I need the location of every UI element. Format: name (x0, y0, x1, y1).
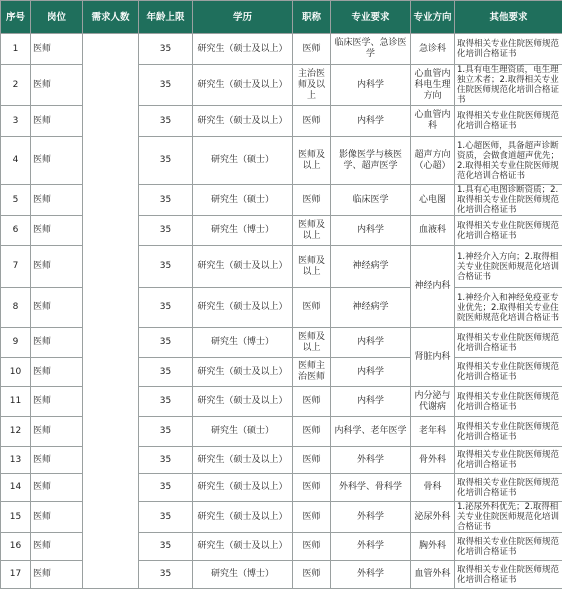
cell-post: 医师 (31, 34, 83, 65)
cell-age: 35 (139, 65, 193, 106)
cell-post: 医师 (31, 246, 83, 288)
cell-post: 医师 (31, 387, 83, 417)
cell-no: 13 (1, 447, 31, 474)
cell-other: 取得相关专业住院医师规范化培训合格证书 (455, 417, 562, 447)
cell-other: 取得相关专业住院医师规范化培训合格证书 (455, 561, 562, 589)
cell-count-merged (83, 34, 139, 589)
cell-other: 取得相关专业住院医师规范化培训合格证书 (455, 106, 562, 137)
cell-title: 医师 (293, 561, 331, 589)
cell-no: 9 (1, 328, 31, 358)
cell-no: 11 (1, 387, 31, 417)
cell-education: 研究生（博士） (193, 561, 293, 589)
cell-no: 3 (1, 106, 31, 137)
cell-other: 取得相关专业住院医师规范化培训合格证书 (455, 387, 562, 417)
cell-major: 内科学 (331, 216, 411, 246)
cell-post: 医师 (31, 216, 83, 246)
cell-major: 内科学 (331, 106, 411, 137)
cell-other: 1.心超医师，具备超声诊断资质，会做食道超声优先；2.取得相关专业住院医师规范化培训合格证书 (455, 137, 562, 185)
cell-direction: 胸外科 (411, 533, 455, 561)
cell-education: 研究生（硕士及以上） (193, 358, 293, 387)
cell-direction: 心血管内科 (411, 106, 455, 137)
cell-other: 取得相关专业住院医师规范化培训合格证书 (455, 533, 562, 561)
cell-direction: 血管外科 (411, 561, 455, 589)
cell-major: 外科学 (331, 561, 411, 589)
table-row (1, 34, 562, 65)
header-age: 年龄上限 (139, 1, 193, 34)
cell-direction: 泌尿外科 (411, 502, 455, 533)
cell-major: 外科学 (331, 502, 411, 533)
cell-age: 35 (139, 106, 193, 137)
cell-post: 医师 (31, 474, 83, 502)
cell-other: 取得相关专业住院医师规范化培训合格证书 (455, 447, 562, 474)
cell-other: 1.神经介入和神经免疫亚专业优先；2.取得相关专业住院医师规范化培训合格证书 (455, 288, 562, 328)
cell-education: 研究生（硕士及以上） (193, 246, 293, 288)
cell-age: 35 (139, 474, 193, 502)
cell-no: 16 (1, 533, 31, 561)
cell-major: 内科学、老年医学 (331, 417, 411, 447)
header-title: 职称 (293, 1, 331, 34)
cell-no: 7 (1, 246, 31, 288)
cell-education: 研究生（硕士及以上） (193, 447, 293, 474)
cell-education: 研究生（博士） (193, 216, 293, 246)
cell-education: 研究生（硕士及以上） (193, 34, 293, 65)
header-other: 其他要求 (455, 1, 562, 34)
cell-direction: 骨科 (411, 474, 455, 502)
cell-title: 医师及以上 (293, 328, 331, 358)
cell-title: 医师 (293, 185, 331, 216)
cell-education: 研究生（博士） (193, 328, 293, 358)
header-direction: 专业方向 (411, 1, 455, 34)
header-education: 学历 (193, 1, 293, 34)
header-major: 专业要求 (331, 1, 411, 34)
cell-post: 医师 (31, 185, 83, 216)
cell-education: 研究生（硕士及以上） (193, 387, 293, 417)
cell-other: 取得相关专业住院医师规范化培训合格证书 (455, 358, 562, 387)
cell-title: 医师 (293, 34, 331, 65)
cell-direction: 急诊科 (411, 34, 455, 65)
cell-no: 2 (1, 65, 31, 106)
cell-age: 35 (139, 246, 193, 288)
cell-education: 研究生（硕士及以上） (193, 288, 293, 328)
cell-age: 35 (139, 185, 193, 216)
cell-direction: 内分泌与代谢病 (411, 387, 455, 417)
cell-age: 35 (139, 288, 193, 328)
cell-other: 取得相关专业住院医师规范化培训合格证书 (455, 328, 562, 358)
cell-age: 35 (139, 533, 193, 561)
cell-age: 35 (139, 502, 193, 533)
cell-other: 1.神经介入方向；2.取得相关专业住院医师规范化培训合格证书 (455, 246, 562, 288)
cell-major: 外科学 (331, 533, 411, 561)
cell-major: 影像医学与核医学、超声医学 (331, 137, 411, 185)
cell-title: 医师 (293, 106, 331, 137)
cell-title: 医师 (293, 387, 331, 417)
cell-post: 医师 (31, 328, 83, 358)
cell-post: 医师 (31, 106, 83, 137)
cell-education: 研究生（硕士） (193, 137, 293, 185)
cell-title: 医师 (293, 533, 331, 561)
cell-age: 35 (139, 387, 193, 417)
cell-major: 内科学 (331, 387, 411, 417)
header-count: 需求人数 (83, 1, 139, 34)
cell-major: 内科学 (331, 328, 411, 358)
cell-other: 1.具有电生理资质，电生理独立术者；2.取得相关专业住院医师规范化培训合格证书 (455, 65, 562, 106)
cell-major: 临床医学、急诊医学 (331, 34, 411, 65)
header-row (1, 1, 562, 34)
cell-other: 取得相关专业住院医师规范化培训合格证书 (455, 34, 562, 65)
cell-education: 研究生（硕士及以上） (193, 502, 293, 533)
cell-post: 医师 (31, 137, 83, 185)
cell-direction: 超声方向（心超） (411, 137, 455, 185)
cell-other: 取得相关专业住院医师规范化培训合格证书 (455, 216, 562, 246)
cell-title: 医师及以上 (293, 246, 331, 288)
cell-direction: 骨外科 (411, 447, 455, 474)
cell-title: 医师及以上 (293, 137, 331, 185)
cell-education: 研究生（硕士） (193, 185, 293, 216)
cell-age: 35 (139, 137, 193, 185)
cell-age: 35 (139, 216, 193, 246)
cell-direction: 心电图 (411, 185, 455, 216)
cell-other: 1.泌尿外科优先；2.取得相关专业住院医师规范化培训合格证书 (455, 502, 562, 533)
cell-no: 4 (1, 137, 31, 185)
cell-no: 8 (1, 288, 31, 328)
cell-age: 35 (139, 417, 193, 447)
cell-post: 医师 (31, 288, 83, 328)
cell-post: 医师 (31, 417, 83, 447)
cell-age: 35 (139, 34, 193, 65)
cell-no: 14 (1, 474, 31, 502)
cell-title: 医师 (293, 502, 331, 533)
cell-major: 外科学、骨科学 (331, 474, 411, 502)
cell-education: 研究生（硕士及以上） (193, 65, 293, 106)
cell-education: 研究生（硕士及以上） (193, 533, 293, 561)
cell-age: 35 (139, 328, 193, 358)
cell-post: 医师 (31, 447, 83, 474)
cell-post: 医师 (31, 65, 83, 106)
cell-direction-merged: 神经内科 (411, 246, 455, 328)
cell-age: 35 (139, 561, 193, 589)
cell-major: 内科学 (331, 358, 411, 387)
cell-post: 医师 (31, 502, 83, 533)
cell-major: 神经病学 (331, 288, 411, 328)
cell-major: 内科学 (331, 65, 411, 106)
cell-title: 医师 (293, 474, 331, 502)
cell-title: 医师 (293, 417, 331, 447)
cell-no: 12 (1, 417, 31, 447)
cell-post: 医师 (31, 533, 83, 561)
cell-education: 研究生（硕士及以上） (193, 474, 293, 502)
cell-post: 医师 (31, 358, 83, 387)
cell-direction: 血液科 (411, 216, 455, 246)
cell-title: 主治医师及以上 (293, 65, 331, 106)
cell-no: 15 (1, 502, 31, 533)
cell-direction: 老年科 (411, 417, 455, 447)
cell-major: 临床医学 (331, 185, 411, 216)
cell-no: 5 (1, 185, 31, 216)
cell-age: 35 (139, 447, 193, 474)
cell-age: 35 (139, 358, 193, 387)
cell-title: 医师及以上 (293, 216, 331, 246)
cell-direction-merged: 肾脏内科 (411, 328, 455, 387)
header-no: 序号 (1, 1, 31, 34)
cell-title: 医师 (293, 447, 331, 474)
cell-education: 研究生（硕士） (193, 417, 293, 447)
cell-no: 1 (1, 34, 31, 65)
cell-direction: 心血管内科电生理方向 (411, 65, 455, 106)
cell-major: 外科学 (331, 447, 411, 474)
cell-title: 医师 (293, 288, 331, 328)
cell-no: 17 (1, 561, 31, 589)
cell-education: 研究生（硕士及以上） (193, 106, 293, 137)
cell-other: 取得相关专业住院医师规范化培训合格证书 (455, 474, 562, 502)
cell-no: 6 (1, 216, 31, 246)
cell-major: 神经病学 (331, 246, 411, 288)
cell-title: 医师主治医师 (293, 358, 331, 387)
cell-post: 医师 (31, 561, 83, 589)
cell-other: 1.具有心电图诊断资质；2.取得相关专业住院医师规范化培训合格证书 (455, 185, 562, 216)
header-post: 岗位 (31, 1, 83, 34)
cell-no: 10 (1, 358, 31, 387)
